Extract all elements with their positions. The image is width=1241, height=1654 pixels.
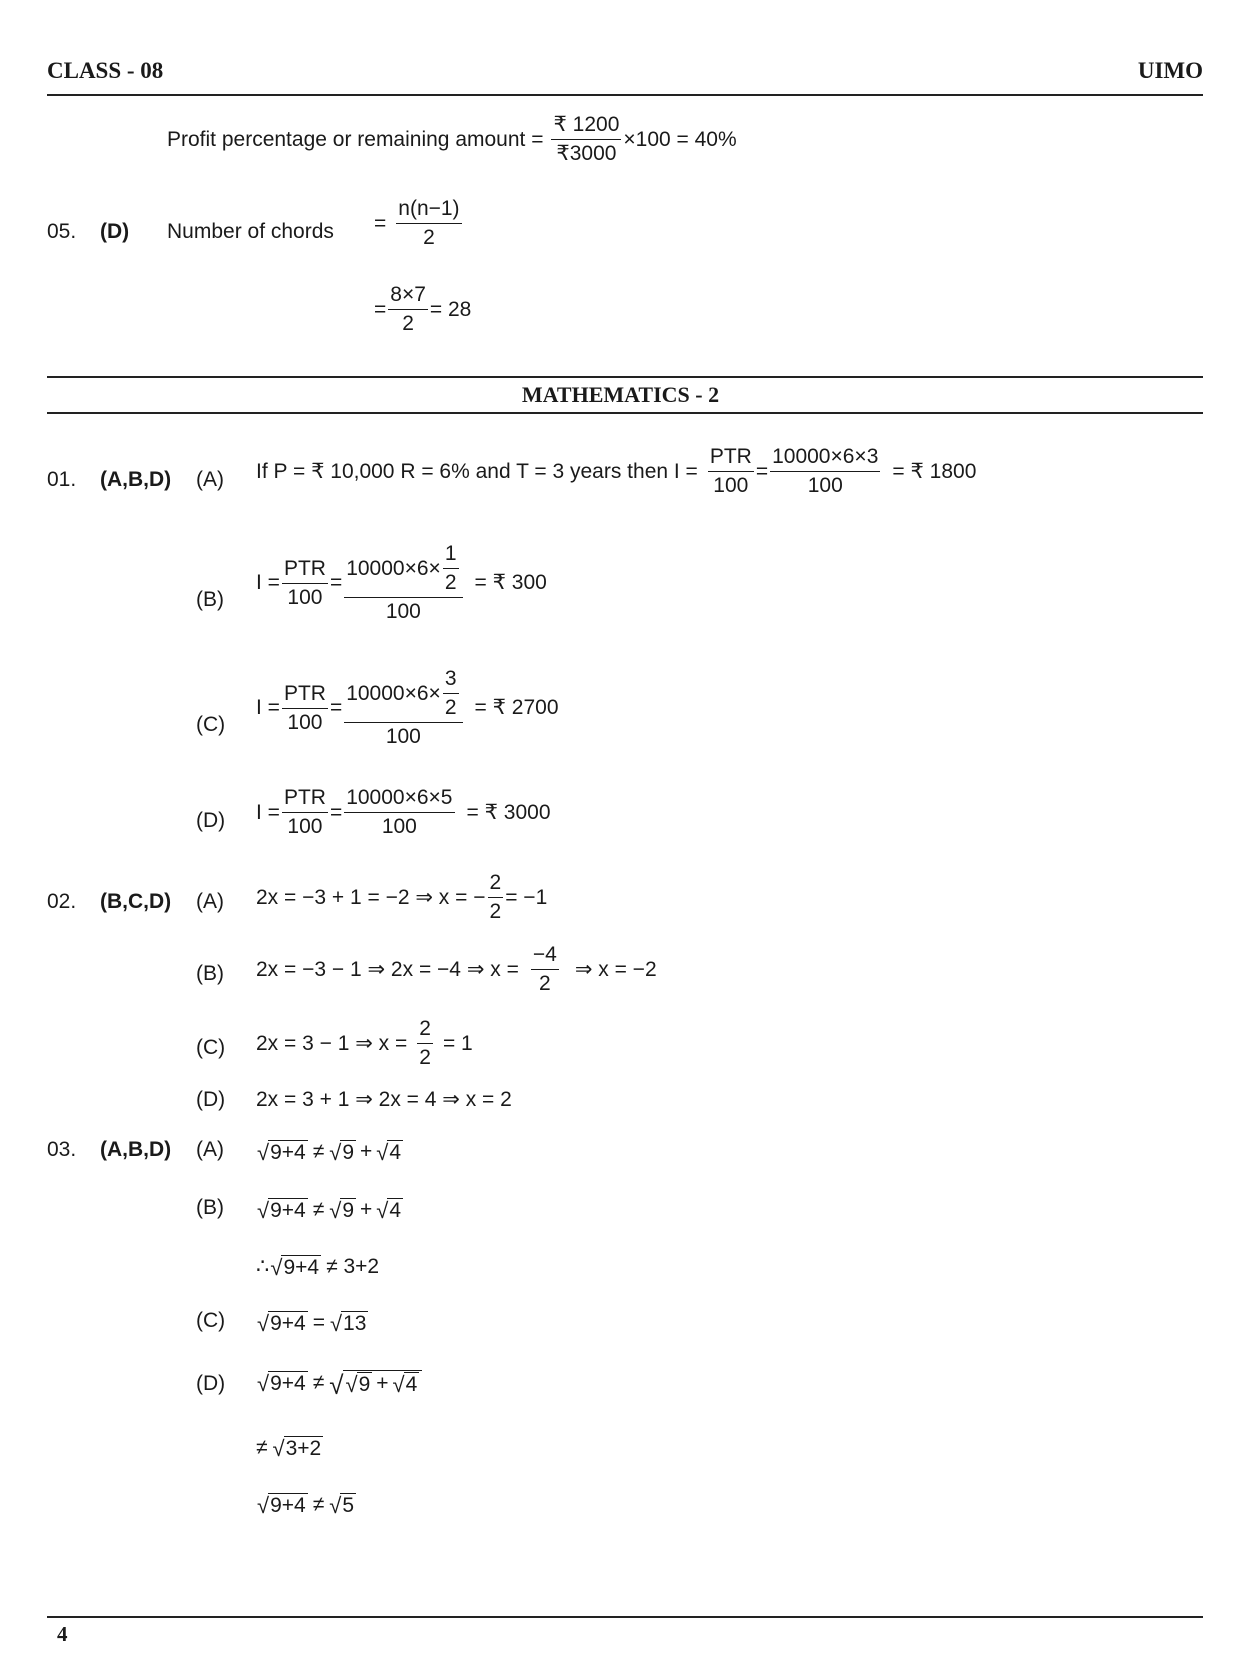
q03-a-formula: √ 9+4 ≠ √ 9 + √ 4 — [257, 1140, 402, 1165]
q05-number: 05. — [47, 220, 77, 243]
footer-rule — [47, 1616, 1203, 1618]
q01-d-formula: I = $\frac{\text{PTR}}{100}$ = $\frac{10000\times 6\times 5}{100}$ = ₹ 3000 — [256, 786, 551, 838]
q02-b-label: (B) — [196, 962, 224, 985]
q03-answer: (A,B,D) — [100, 1138, 172, 1161]
q02-d-label: (D) — [196, 1088, 226, 1111]
section-title: MATHEMATICS - 2 — [521, 382, 720, 407]
header-class: CLASS - 08 — [47, 58, 164, 83]
q01-d-label: (D) — [196, 809, 226, 832]
q01-b-label: (B) — [196, 588, 224, 611]
q03-b-therefore: ∴ √ 9+4 ≠ 3+2 — [256, 1255, 380, 1280]
q03-b-formula: √ 9+4 ≠ √ 9 + √ 4 — [257, 1198, 402, 1223]
q02-a-formula: 2x = −3 + 1 = −2 ⇒ x = − $\frac{2}{2}$ = −1 — [256, 871, 548, 923]
section-rule-bottom — [47, 412, 1203, 414]
profit-label: Profit percentage or remaining amount = — [167, 127, 544, 151]
header-rule — [47, 94, 1203, 96]
profit-fraction: $\frac{₹ 1200}{₹3000}$ — [553, 113, 620, 165]
q02-number: 02. — [47, 890, 77, 913]
profit-line — [167, 114, 737, 165]
q03-d-step2: ≠ √ 3+2 — [256, 1436, 322, 1461]
q02-d-formula: 2x = 3 + 1 ⇒ 2x = 4 ⇒ x = 2 — [256, 1088, 512, 1111]
q02-c-label: (C) — [196, 1036, 226, 1059]
q03-c-formula: √ 9+4 = √ 13 — [257, 1311, 367, 1336]
q02-b-formula: 2x = −3 − 1 ⇒ 2x = −4 ⇒ x = $\frac{-4}{2}$ ⇒ x = −2 — [256, 943, 657, 995]
q05-formula: = $\frac{n(n-1)}{2}$ — [374, 197, 460, 249]
q02-a-label: (A) — [196, 890, 224, 913]
header-brand: UIMO — [1137, 58, 1203, 83]
profit-result: ×100 = 40% — [623, 127, 737, 151]
q03-b-label: (B) — [196, 1196, 224, 1219]
q03-d-step3: √ 9+4 ≠ √ 5 — [257, 1493, 354, 1518]
q03-d-formula: √ 9+4 ≠ √ √ 9 + √ 4 — [256, 1370, 423, 1396]
q01-c-label: (C) — [196, 713, 226, 736]
q01-answer: (A,B,D) — [100, 468, 172, 491]
q02-c-formula: 2x = 3 − 1 ⇒ x = $\frac{2}{2}$ = 1 — [256, 1017, 473, 1069]
q01-b-formula: I = $\frac{\text{PTR}}{100}$ = 10000×6× $\frac{1}{2}$ 100 = ₹ 300 — [256, 542, 547, 623]
q02-answer: (B,C,D) — [100, 890, 172, 913]
q01-a-label: (A) — [196, 468, 224, 491]
page-number: 4 — [57, 1622, 68, 1646]
q05-calculation: = $\frac{8\times 7}{2}$ = 28 — [374, 283, 472, 335]
q01-number: 01. — [47, 468, 77, 491]
q03-number: 03. — [47, 1138, 77, 1161]
section-rule-top — [47, 376, 1203, 378]
q01-a-formula: If P = ₹ 10,000 R = 6% and T = 3 years then I = $\frac{\text{PTR}}{100}$ = $\frac{10000\times 6\times 3}{100}$ = ₹ 1800 — [256, 445, 977, 497]
q03-d-label: (D) — [196, 1372, 226, 1395]
q05-answer: (D) — [100, 220, 130, 243]
q03-c-label: (C) — [196, 1309, 226, 1332]
q01-c-formula: I = $\frac{\text{PTR}}{100}$ = 10000×6× $\frac{3}{2}$ 100 = ₹ 2700 — [256, 667, 559, 748]
q03-a-label: (A) — [196, 1138, 224, 1161]
q05-label: Number of chords — [167, 220, 334, 243]
